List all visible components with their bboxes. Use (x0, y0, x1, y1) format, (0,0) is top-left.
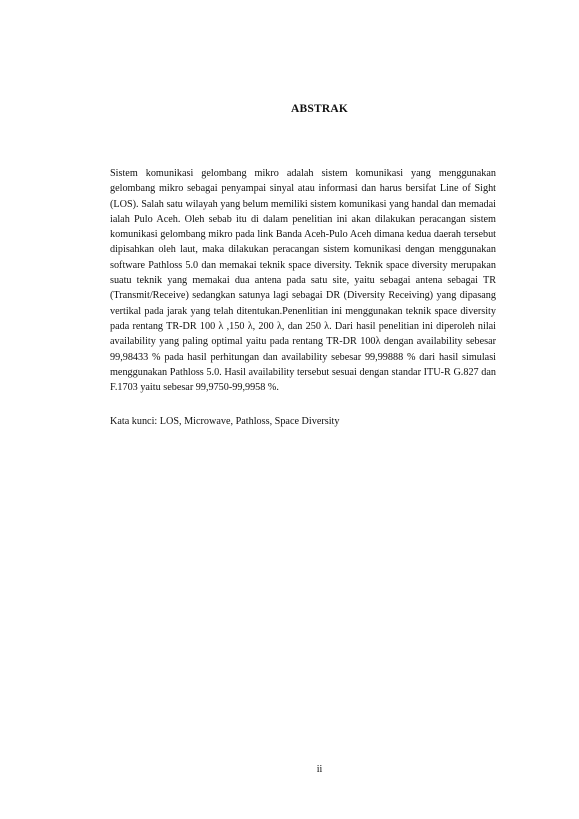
page-number: ii (316, 764, 323, 775)
abstract-body: Sistem komunikasi gelombang mikro adalah sistem komunikasi yang menggunakan gelombang mikro sebagai penyampai sinyal atau informasi dan harus bersifat Line of Sight (LOS). Salah satu wilayah yang belum memiliki sistem komunikasi yang handal dan memadai ialah Pulo Aceh. Oleh sebab itu di dalam penelitian ini akan dilakukan peracangan sistem komunikasi gelombang mikro pada link Banda Aceh-Pulo Aceh dimana kedua daerah tersebut dipisahkan oleh laut, maka dilakukan peracangan sistem komunikasi dengan menggunakan software Pathloss 5.0 dan memakai teknik space diversity. Teknik space diversity merupakan suatu teknik yang memakai dua antena pada satu site, yaitu sebagai antena sebagai TR (Transmit/Receive) sedangkan satunya lagi sebagai DR (Diversity Receiving) yang dipasang vertikal pada jarak yang telah ditentukan.Penenlitian ini menggunakan teknik space diversity pada rentang TR-DR 100 λ ,150 λ, 200 λ, dan 250 λ. Dari hasil penelitian ini diperoleh nilai availability yang paling optimal yaitu pada rentang TR-DR 100λ dengan availability sebesar 99,98433 % pada hasil perhitungan dan availability sebesar 99,99888 % dari hasil simulasi menggunakan Pathloss 5.0. Hasil availability tersebut sesuai dengan standar ITU-R G.827 dan F.1703 yaitu sebesar 99,9750-99,9958 %. (110, 168, 496, 394)
page-title: ABSTRAK (291, 103, 348, 115)
keywords-line: Kata kunci: LOS, Microwave, Pathloss, Space Diversity (110, 416, 340, 427)
